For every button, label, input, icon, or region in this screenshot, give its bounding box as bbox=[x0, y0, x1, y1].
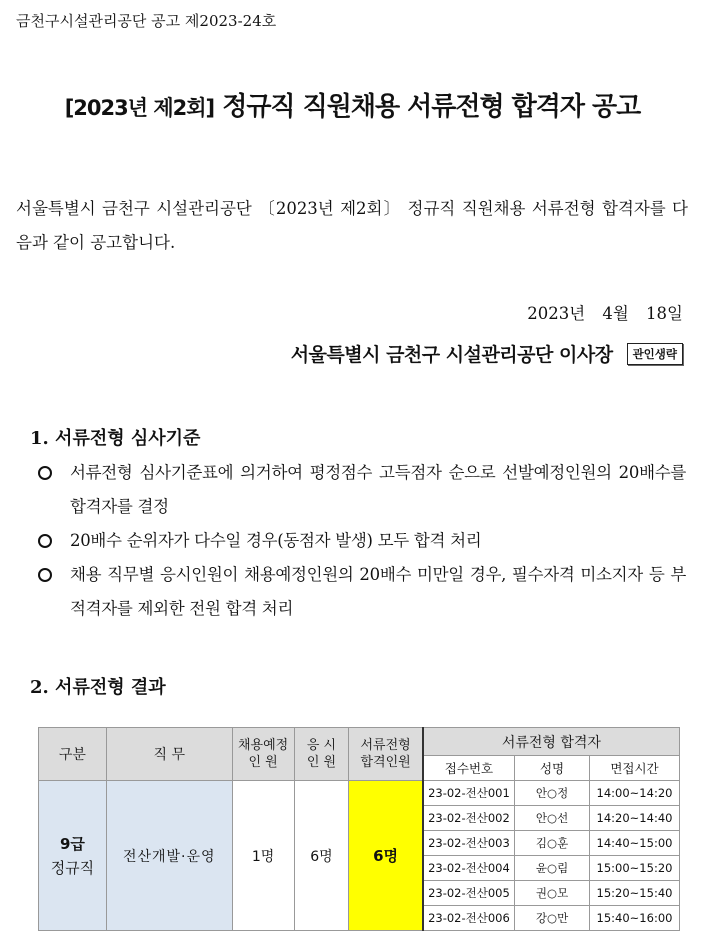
header-planned-line2: 인 원 bbox=[248, 755, 278, 770]
header-passers: 서류전형 합격자 bbox=[423, 728, 680, 756]
circle-bullet-icon bbox=[38, 534, 52, 548]
criteria-list bbox=[38, 456, 686, 626]
job-cell: 전산개발·운영 bbox=[106, 781, 232, 931]
header-planned bbox=[232, 728, 294, 781]
time-cell: 14:20~14:40 bbox=[589, 806, 679, 831]
header-applicants-line1: 응 시 bbox=[306, 738, 337, 753]
page-title bbox=[0, 86, 705, 123]
header-planned-line1: 채용예정 bbox=[237, 738, 289, 753]
receipt-number-cell: 23-02-전산005 bbox=[423, 881, 515, 906]
applicants-cell: 6명 bbox=[294, 781, 349, 931]
receipt-number-cell: 23-02-전산006 bbox=[423, 906, 515, 931]
announcement-date: 2023년 4월 18일 bbox=[527, 304, 683, 323]
time-cell: 14:40~15:00 bbox=[589, 831, 679, 856]
seal-omitted-stamp: 관인생략 bbox=[627, 343, 683, 365]
name-cell: 권○모 bbox=[515, 881, 590, 906]
criteria-text: 채용 직무별 응시인원이 채용예정인원의 20배수 미만일 경우, 필수자격 미소지자 등 부적격자를 제외한 전원 합격 처리 bbox=[70, 565, 686, 618]
name-cell: 김○훈 bbox=[515, 831, 590, 856]
issuer-name: 서울특별시 금천구 시설관리공단 이사장 bbox=[290, 344, 613, 366]
name-cell: 강○만 bbox=[515, 906, 590, 931]
receipt-number-cell: 23-02-전산001 bbox=[423, 781, 515, 806]
header-interview-time: 면접시간 bbox=[589, 756, 679, 781]
circle-bullet-icon bbox=[38, 466, 52, 480]
receipt-number-cell: 23-02-전산004 bbox=[423, 856, 515, 881]
result-table bbox=[38, 727, 680, 931]
issuer-block bbox=[291, 340, 683, 367]
header-receipt-number: 접수번호 bbox=[423, 756, 515, 781]
group-line1: 9급 bbox=[59, 834, 85, 853]
name-cell: 안○정 bbox=[515, 781, 590, 806]
intro-paragraph: 서울특별시 금천구 시설관리공단 〔2023년 제2회〕 정규직 직원채용 서류전형 합격자를 다음과 같이 공고합니다. bbox=[16, 199, 688, 252]
header-passed-line1: 서류전형 bbox=[360, 738, 411, 753]
receipt-number-cell: 23-02-전산003 bbox=[423, 831, 515, 856]
time-cell: 15:00~15:20 bbox=[589, 856, 679, 881]
header-group: 구분 bbox=[39, 728, 107, 781]
circle-bullet-icon bbox=[38, 568, 52, 582]
header-applicants-line2: 인 원 bbox=[306, 755, 337, 770]
header-job: 직 무 bbox=[106, 728, 232, 781]
header-applicants bbox=[294, 728, 349, 781]
table-row bbox=[39, 781, 680, 806]
receipt-number-cell: 23-02-전산002 bbox=[423, 806, 515, 831]
name-cell: 안○선 bbox=[515, 806, 590, 831]
header-name: 성명 bbox=[515, 756, 590, 781]
criteria-text: 20배수 순위자가 다수일 경우(동점자 발생) 모두 합격 처리 bbox=[70, 531, 482, 550]
title-main: 정규직 직원채용 서류전형 합격자 공고 bbox=[222, 92, 641, 122]
group-line2: 정규직 bbox=[50, 858, 95, 877]
planned-cell: 1명 bbox=[232, 781, 294, 931]
title-prefix: [2023년 제2회] bbox=[64, 96, 215, 120]
header-passed bbox=[349, 728, 423, 781]
table-header-row bbox=[39, 728, 680, 756]
section2-title: 2. 서류전형 결과 bbox=[30, 677, 166, 698]
list-item bbox=[38, 524, 686, 558]
time-cell: 15:20~15:40 bbox=[589, 881, 679, 906]
section1-title: 1. 서류전형 심사기준 bbox=[30, 428, 201, 449]
header-passed-line2: 합격인원 bbox=[360, 755, 411, 770]
time-cell: 14:00~14:20 bbox=[589, 781, 679, 806]
passed-count-cell: 6명 bbox=[349, 781, 423, 931]
criteria-text: 서류전형 심사기준표에 의거하여 평정점수 고득점자 순으로 선발예정인원의 20배수를 합격자를 결정 bbox=[70, 463, 686, 516]
group-cell bbox=[39, 781, 107, 931]
name-cell: 윤○림 bbox=[515, 856, 590, 881]
list-item bbox=[38, 456, 686, 524]
list-item bbox=[38, 558, 686, 626]
document-number: 금천구시설관리공단 공고 제2023-24호 bbox=[16, 12, 277, 30]
time-cell: 15:40~16:00 bbox=[589, 906, 679, 931]
